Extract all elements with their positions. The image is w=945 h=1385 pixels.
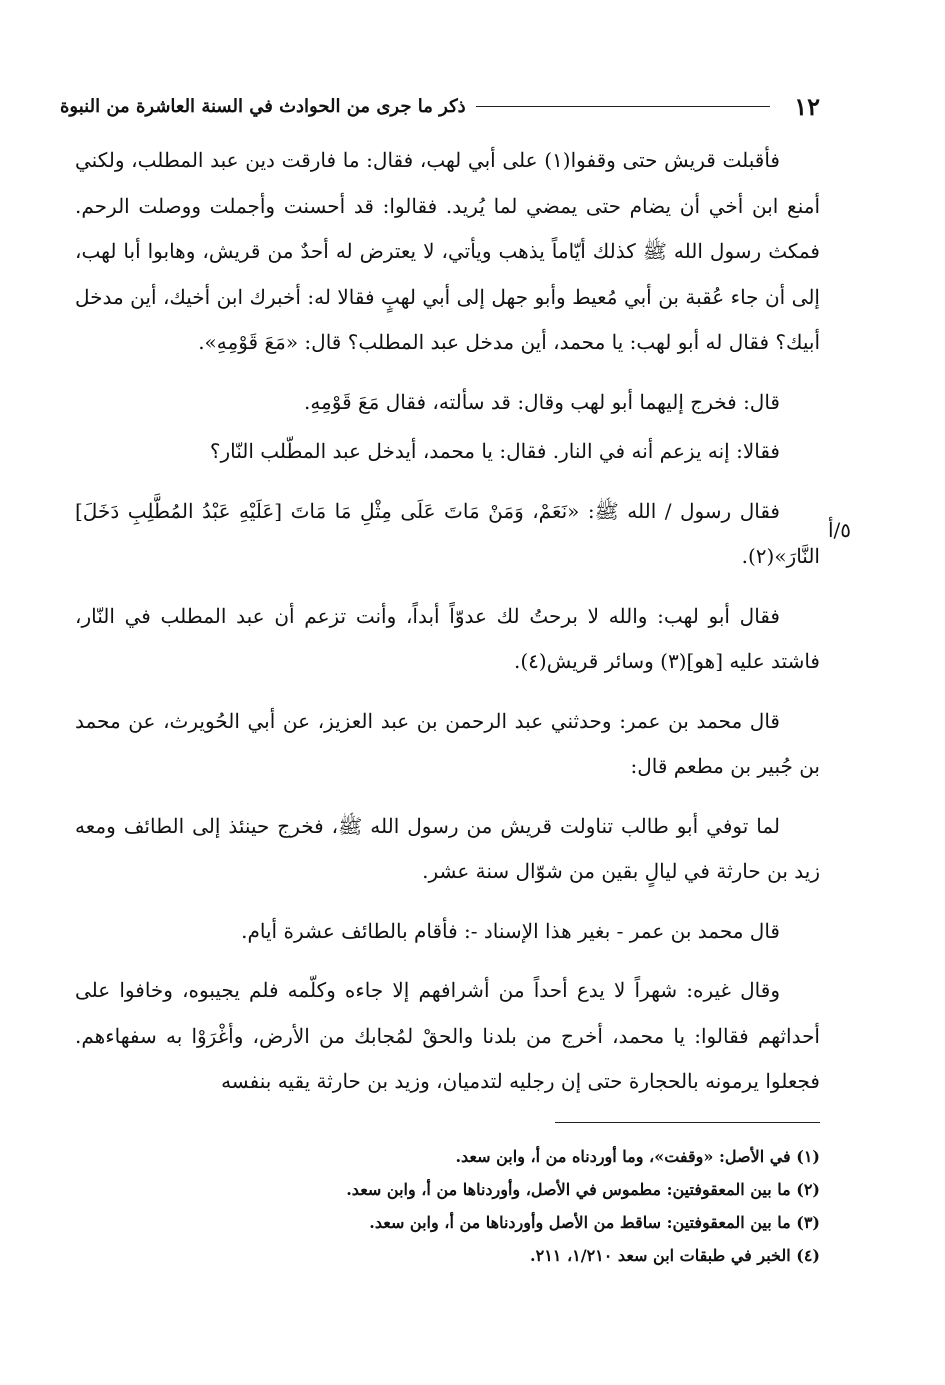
paragraph-7: لما توفي أبو طالب تناولت قريش من رسول الله ﷺ، فخرج حينئذ إلى الطائف ومعه زيد بن حارثة في ليالٍ بقين من شوّال سنة عشر.: [75, 813, 820, 883]
paragraph-6: قال محمد بن عمر: وحدثني عبد الرحمن بن عبد العزيز، عن أبي الحُويرث، عن محمد بن جُبير بن مطعم قال:: [75, 708, 820, 778]
paragraph-5: فقال أبو لهب: والله لا برحتُ لك عدوّاً أبداً، وأنت تزعم أن عبد المطلب في النّار، فاشتد عليه [هو](٣) وسائر قريش(٤).: [75, 603, 820, 673]
footnotes: [75, 1140, 820, 1272]
footnote-4: (٤) الخبر في طبقات ابن سعد ١/٢١٠، ٢١١.: [530, 1246, 820, 1265]
main-text: [75, 138, 820, 1119]
page-header: [60, 86, 820, 126]
footnote-1: (١) في الأصل: «وقفت»، وما أوردناه من أ، وابن سعد.: [455, 1147, 820, 1166]
header-rule: [476, 106, 771, 107]
paragraph-1: فأقبلت قريش حتى وقفوا(١) على أبي لهب، فقال: ما فارقت دين عبد المطلب، ولكني أمنع ابن أخي أن يضام حتى يمضي لما يُريد. فقالوا: قد أحسنت وأجملت ووصلت الرحم. فمكث رسول الله ﷺ كذلك أيّاماً يذهب ويأتي، لا يعترض له أحدٌ من قريش، وهابوا أبا لهب، إلى أن جاء عُقبة بن أبي مُعيط وأبو جهل إلى أبي لهبٍ فقالا له: أخبرك ابن أخيك، أين مدخل أبيك؟ فقال له أبو لهب: يا محمد، أين مدخل عبد المطلب؟ قال: «مَعَ قَوْمِهِ».: [75, 148, 820, 354]
footnote-2: (٢) ما بين المعقوفتين: مطموس في الأصل، وأوردناها من أ، وابن سعد.: [346, 1180, 820, 1199]
paragraph-3: فقالا: إنه يزعم أنه في النار. فقال: يا محمد، أيدخل عبد المطّلب النّار؟: [209, 439, 780, 463]
paragraph-8: قال محمد بن عمر - بغير هذا الإسناد -: فأقام بالطائف عشرة أيام.: [241, 918, 780, 943]
paragraph-4: فقال رسول / الله ﷺ: «نَعَمْ، وَمَنْ مَاتَ عَلَى مِثْلِ مَا مَاتَ [عَلَيْهِ عَبْدُ المُطَّلِبِ دَخَلَ] النَّارَ»(٢).: [75, 498, 820, 568]
margin-folio-note: ٥/أ: [828, 518, 852, 542]
running-head: ذكر ما جرى من الحوادث في السنة العاشرة من النبوة: [60, 95, 466, 117]
paragraph-2: قال: فخرج إليهما أبو لهب وقال: قد سألته، فقال مَعَ قَوْمِهِ.: [303, 389, 780, 414]
page-number: ١٢: [794, 91, 820, 121]
paragraph-9: وقال غيره: شهراً لا يدع أحداً من أشرافهم إلا جاءه وكلّمه فلم يجيبوه، وخافوا على أحداثهم فقالوا: يا محمد، أخرج من بلدنا والحقْ لمُجابك من الأرض، وأغْرَوْا به سفهاءهم. فجعلوا يرمونه بالحجارة حتى إن رجليه لتدميان، وزيد بن حارثة يقيه بنفسه: [75, 978, 820, 1093]
footnote-3: (٣) ما بين المعقوفتين: ساقط من الأصل وأوردناها من أ، وابن سعد.: [369, 1213, 820, 1232]
footnote-separator: [555, 1122, 820, 1123]
